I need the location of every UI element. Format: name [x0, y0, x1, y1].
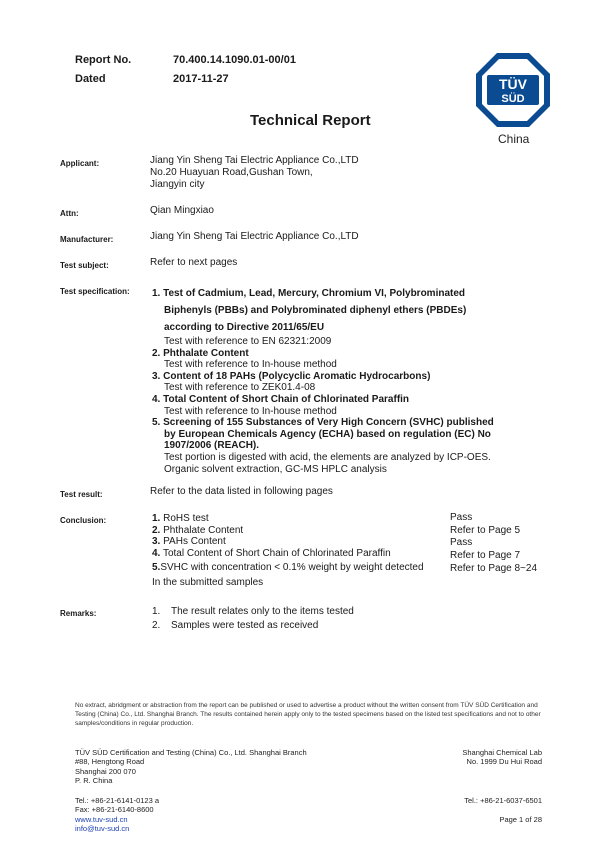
spec-item5-line2: by European Chemicals Agency (ECHA) based on regulation (EC) No: [164, 428, 491, 440]
spec-item1-line2: Biphenyls (PBBs) and Polybrominated diphenyl ethers (PBDEs): [164, 305, 467, 316]
manufacturer-value: Jiang Yin Sheng Tai Electric Appliance Co.,LTD: [150, 231, 359, 242]
test-subject-label: Test subject:: [60, 261, 109, 270]
conclusion-num: 1.: [152, 513, 161, 524]
conclusion-result: Refer to Page 8~24: [450, 562, 538, 574]
spec-item4: 4. Total Content of Short Chain of Chlorinated Paraffin: [152, 393, 410, 405]
attn-label: Attn:: [60, 209, 79, 218]
remark-num: 1.: [152, 606, 161, 617]
page-number: Page 1 of 28: [499, 815, 542, 824]
spec-item3-note: Test with reference to ZEK01.4-08: [164, 382, 316, 394]
applicant-line2: No.20 Huayuan Road,Gushan Town,: [150, 167, 313, 178]
footer-address: [75, 748, 307, 785]
remarks-list: [152, 605, 354, 632]
footer-company: TÜV SÜD Certification and Testing (China) Co., Ltd. Shanghai Branch: [75, 748, 307, 757]
spec-item2: 2. Phthalate Content: [152, 347, 249, 359]
conclusion-result: Refer to Page 5: [450, 524, 521, 536]
conclusion-item5-cont: In the submitted samples: [152, 576, 264, 588]
footer-fax: Fax: +86-21-6140-8600: [75, 805, 154, 815]
tuv-sud-logo-icon: [475, 52, 551, 128]
conclusion-result: Pass: [450, 512, 473, 523]
footer-address3: P. R. China: [75, 775, 113, 785]
spec-item5-note1: Test portion is digested with acid, the elements are analyzed by ICP-OES.: [164, 451, 491, 463]
conclusion-text: PAHs Content: [163, 536, 226, 548]
spec-item5-note2: Organic solvent extraction, GC-MS HPLC analysis: [164, 463, 387, 475]
conclusion-num: 4.: [152, 547, 161, 559]
applicant-value: [150, 155, 359, 191]
report-no: 70.400.14.1090.01-00/01: [173, 54, 296, 66]
spec-item1-line3: according to Directive 2011/65/EU: [164, 322, 325, 333]
conclusion-text: Phthalate Content: [163, 524, 244, 536]
remark-text: Samples were tested as received: [171, 619, 319, 631]
report-no-label: Report No.: [75, 54, 132, 66]
remark-item: [152, 605, 354, 619]
dated-value: 2017-11-27: [173, 73, 229, 85]
dated-label: Dated: [75, 73, 106, 85]
conclusion-num: 2.: [152, 524, 161, 536]
conclusion-item: [152, 525, 424, 537]
test-result-value: Refer to the data listed in following pages: [150, 486, 333, 497]
conclusion-result: Refer to Page 7: [450, 550, 521, 562]
spec-item4-note: Test with reference to In-house method: [164, 405, 337, 417]
spec-item5-line3: 1907/2006 (REACH).: [164, 440, 260, 452]
page-title: Technical Report: [250, 112, 371, 129]
applicant-label: Applicant:: [60, 159, 100, 168]
conclusion-text: SVHC with concentration < 0.1% weight by weight detected: [160, 562, 424, 574]
applicant-line1: Jiang Yin Sheng Tai Electric Appliance Co.,LTD: [150, 155, 359, 166]
applicant-line3: Jiangyin city: [150, 179, 205, 190]
spec-item1-line1: 1. Test of Cadmium, Lead, Mercury, Chromium VI, Polybrominated: [152, 288, 466, 299]
footer-address1: #88, Hengtong Road: [75, 757, 145, 767]
logo-region: China: [498, 132, 530, 146]
footer-lab-address: No. 1999 Du Hui Road: [466, 757, 542, 767]
attn-value: Qian Mingxiao: [150, 205, 214, 216]
footer-tel: Tel.: +86-21-6141-0123 a: [75, 796, 160, 805]
test-spec-list: [152, 285, 542, 475]
test-subject-value: Refer to next pages: [150, 257, 238, 268]
logo-brand-bottom: SÜD: [501, 93, 525, 105]
footer-email-link[interactable]: info@tuv-sud.cn: [75, 823, 130, 833]
spec-item1-note: Test with reference to EN 62321:2009: [164, 336, 332, 347]
spec-item3: 3. Content of 18 PAHs (Polycyclic Aromatic Hydrocarbons): [152, 370, 431, 382]
conclusion-text: Total Content of Short Chain of Chlorinated Paraffin: [162, 547, 391, 559]
spec-item5-line1: 5. Screening of 155 Substances of Very High Concern (SVHC) published: [152, 417, 494, 429]
conclusion-label: Conclusion:: [60, 516, 107, 525]
footer-contact: [75, 796, 159, 833]
conclusion-num: 5.: [152, 562, 161, 574]
test-spec-label: Test specification:: [60, 287, 130, 296]
disclaimer: No extract, abridgment or abstraction from the report can be published or used to advertise a product without the written consent from TÜV SÜD Certification and Testing (China) Co., Ltd. Shanghai Branch. The results contained herein apply only to the tested specimens based on the listed test specifications and not to other samples/conditions in regular production.: [75, 702, 541, 727]
footer-lab-tel: Tel.: +86-21-6037-6501: [464, 796, 542, 805]
conclusion-item: [152, 536, 424, 548]
conclusion-text: RoHS test: [163, 513, 209, 524]
remarks-label: Remarks:: [60, 609, 97, 618]
remark-text: The result relates only to the items tested: [171, 606, 354, 617]
footer-lab: [462, 748, 542, 767]
footer-web-link[interactable]: www.tuv-sud.cn: [75, 814, 128, 824]
conclusion-item: [152, 513, 424, 525]
remark-num: 2.: [152, 619, 161, 631]
conclusion-list: [152, 513, 424, 589]
spec-item2-note: Test with reference to In-house method: [164, 359, 337, 371]
conclusion-item: [152, 548, 424, 560]
test-result-label: Test result:: [60, 490, 103, 499]
manufacturer-label: Manufacturer:: [60, 235, 114, 244]
conclusion-item: [152, 562, 424, 574]
conclusion-num: 3.: [152, 536, 161, 548]
footer-lab-name: Shanghai Chemical Lab: [462, 748, 542, 757]
footer-address2: Shanghai 200 070: [75, 766, 136, 776]
remark-item: [152, 619, 354, 633]
conclusion-result: Pass: [450, 537, 473, 549]
conclusion-results: [450, 512, 537, 576]
logo-brand-top: TÜV: [499, 76, 527, 92]
